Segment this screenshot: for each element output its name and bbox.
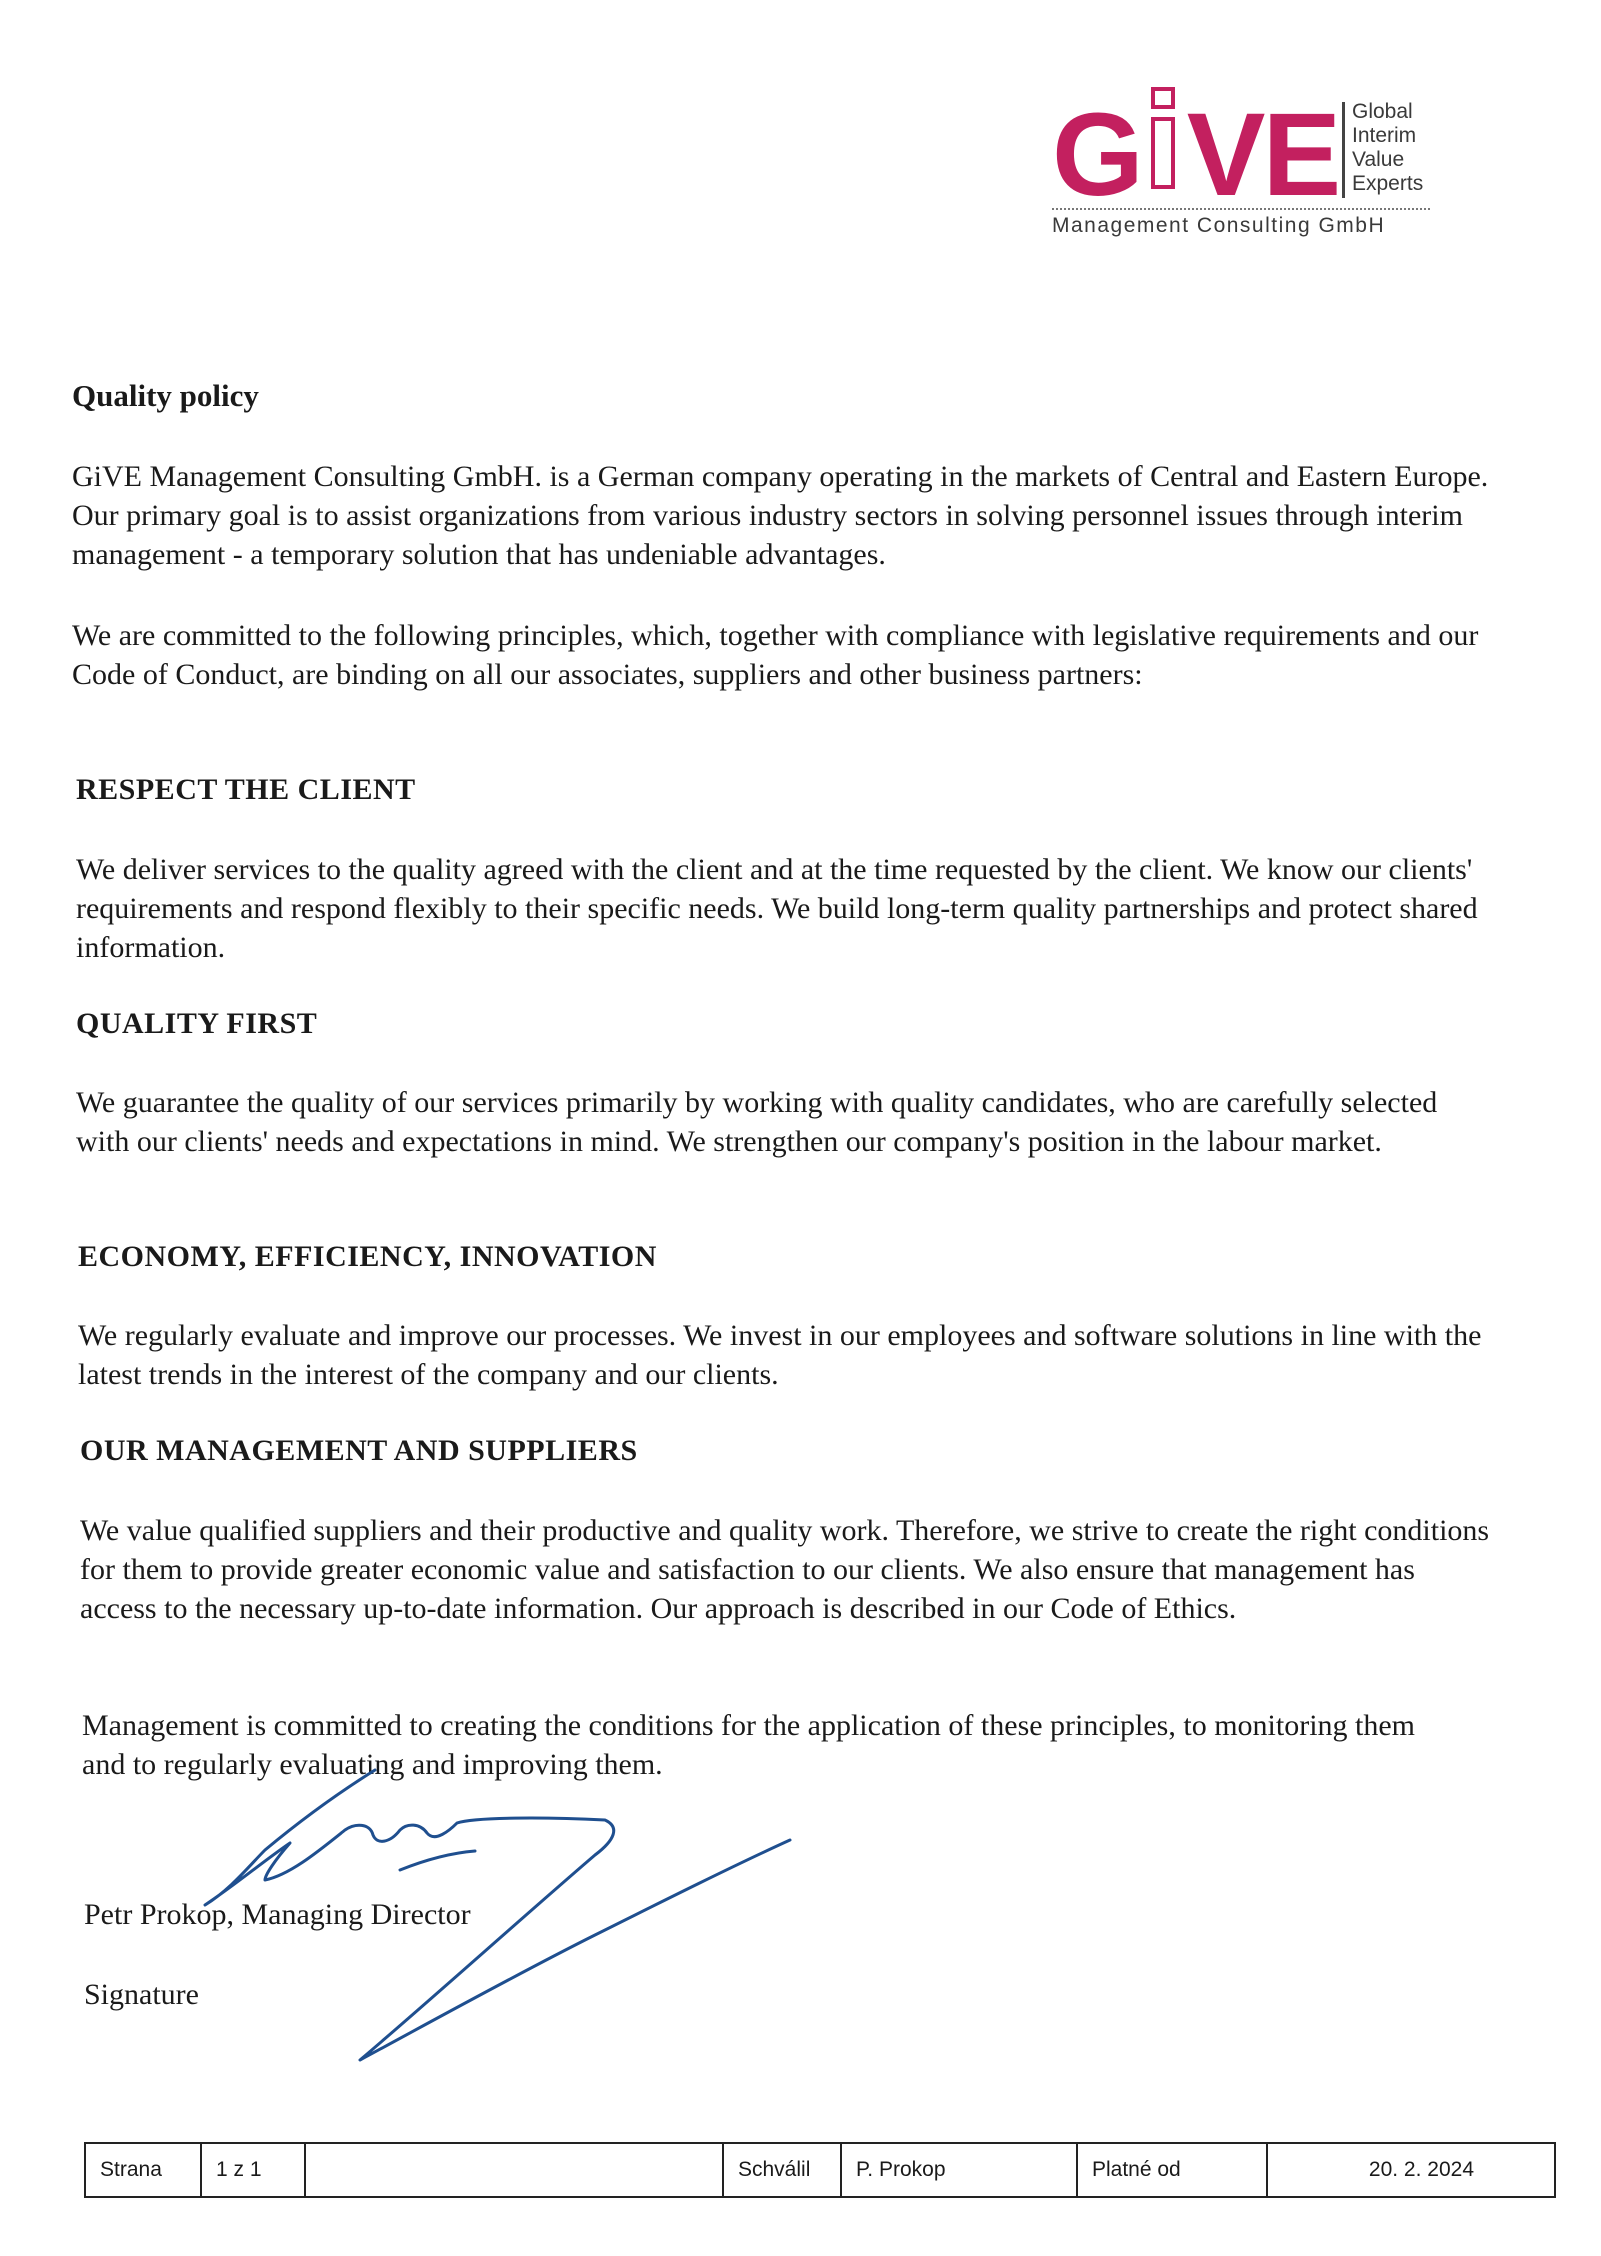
logo-subtitle: Management Consulting GmbH	[1052, 214, 1386, 237]
logo-letter-v: V	[1186, 89, 1263, 221]
section-text-quality-first: We guarantee the quality of our services primarily by working with quality candidates, who are carefully selected with our clients' needs and expectations in mind. We strengthen our company's position in the labour market.	[76, 1086, 1438, 1158]
footer-approved-value: P. Prokop	[841, 2143, 1077, 2197]
section-text-management-and-suppliers: We value qualified suppliers and their productive and quality work. Therefore, we strive to create the right conditions for them to provide greater economic value and satisfaction to our clients. We also ensure that management has access to the necessary up-to-date information. Our approach is described in our Code of Ethics.	[80, 1514, 1490, 1625]
section-heading-respect-the-client: RESPECT THE CLIENT	[76, 773, 416, 806]
logo-letter-i-glyph	[1147, 99, 1181, 195]
logo-tagline-line: Global	[1352, 100, 1413, 123]
footer-empty-cell	[305, 2143, 723, 2197]
footer-approved-label: Schválil	[723, 2143, 841, 2197]
footer-row	[85, 2143, 1555, 2197]
section-heading-management-and-suppliers: OUR MANAGEMENT AND SUPPLIERS	[80, 1434, 638, 1467]
logo-divider	[1342, 102, 1345, 198]
company-logo	[1052, 89, 1432, 246]
document-title: Quality policy	[72, 378, 259, 413]
footer-valid-value: 20. 2. 2024	[1267, 2143, 1555, 2197]
footer-page-value: 1 z 1	[201, 2143, 305, 2197]
commitment-paragraph: We are committed to the following principles, which, together with compliance with legislative requirements and our Code of Conduct, are binding on all our associates, suppliers and other business partners:	[72, 619, 1479, 691]
footer-valid-label: Platné od	[1077, 2143, 1267, 2197]
signatory-name: Petr Prokop, Managing Director	[84, 1898, 471, 1931]
section-heading-quality-first: QUALITY FIRST	[76, 1007, 318, 1040]
section-text-economy-efficiency-innovation: We regularly evaluate and improve our processes. We invest in our employees and software solutions in line with the latest trends in the interest of the company and our clients.	[78, 1319, 1482, 1391]
section-heading-economy-efficiency-innovation: ECONOMY, EFFICIENCY, INNOVATION	[78, 1240, 657, 1273]
document-footer-table	[84, 2142, 1556, 2198]
signature-label: Signature	[84, 1978, 199, 2011]
logo-rule	[1052, 208, 1430, 211]
section-text-respect-the-client: We deliver services to the quality agreed with the client and at the time requested by the client. We know our clients' requirements and respond flexibly to their specific needs. We build long-term quality partnerships and protect shared information.	[76, 853, 1478, 964]
logo-tagline-line: Experts	[1352, 172, 1424, 195]
intro-paragraph: GiVE Management Consulting GmbH. is a German company operating in the markets of Central and Eastern Europe. Our primary goal is to assist organizations from various industry sectors in solving personnel issues through interim management - a temporary solution that has undeniable advantages.	[72, 460, 1489, 571]
logo-tagline-line: Interim	[1352, 124, 1417, 147]
logo-letter-g: G	[1052, 89, 1141, 221]
footer-page-label: Strana	[85, 2143, 201, 2197]
closing-paragraph: Management is committed to creating the conditions for the application of these principles, to monitoring them and to regularly evaluating and improving them.	[82, 1709, 1416, 1781]
logo-letter-e: E	[1262, 89, 1339, 221]
logo-tagline-line: Value	[1352, 148, 1405, 171]
logo-tagline	[1352, 100, 1423, 196]
logo-wordmark	[1052, 89, 1339, 221]
